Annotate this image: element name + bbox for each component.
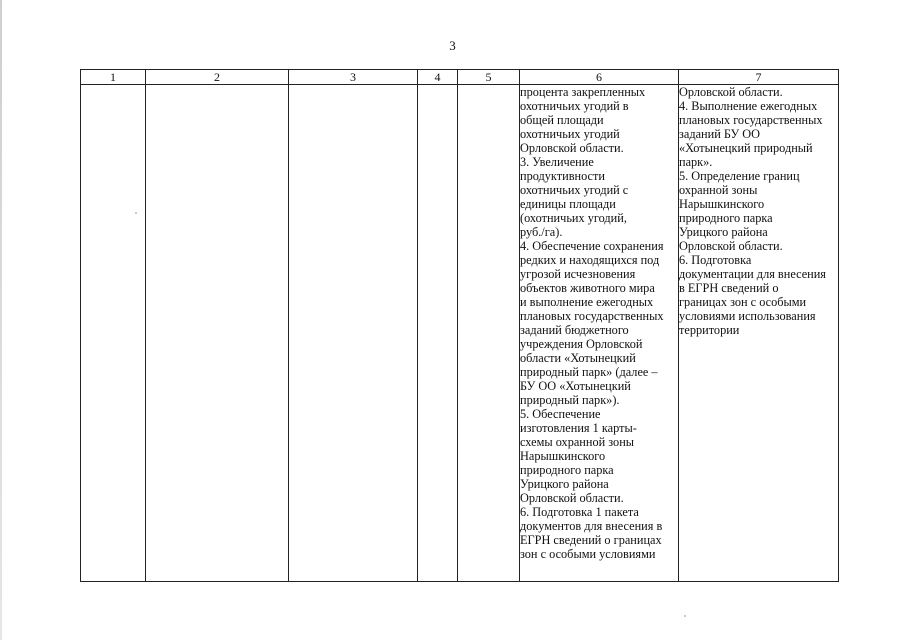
result-text-line: парк». [679,155,713,169]
indicator-text-line: схемы охранной зоны [520,435,635,449]
indicator-text-line: природного парка [520,463,614,477]
scan-speck [135,212,137,214]
indicator-text-line: Орловской области. [520,491,624,505]
indicator-text-line: 6. Подготовка 1 пакета [520,505,639,519]
indicator-text-line: охотничьих угодий в [520,99,629,113]
result-text-line: 4. Выполнение ежегодных [679,99,818,113]
column-header-3: 3 [289,70,418,85]
indicator-text-line: БУ ОО «Хотынецкий [520,379,631,393]
result-text-line: территории [679,323,740,337]
page-number: 3 [449,38,456,53]
result-text-line: Урицкого района [679,225,768,239]
result-text-line: 5. Определение границ [679,169,800,183]
indicator-text-line: процента закрепленных [520,85,646,99]
indicator-text-line: редких и находящихся под [520,253,660,267]
indicator-text-line: (охотничьих угодий, [520,211,627,225]
cell-col-3 [289,85,418,582]
result-text-line: в ЕГРН сведений о [679,281,779,295]
indicator-text-line: 4. Обеспечение сохранения [520,239,664,253]
indicator-text-line: природный парк» (далее – [520,365,658,379]
column-header-2: 2 [146,70,289,85]
indicator-text-line: Урицкого района [520,477,609,491]
result-text-line: границах зон с особыми [679,295,807,309]
column-header-6: 6 [520,70,679,85]
page-left-edge [0,0,2,640]
result-text-line: Нарышкинского [679,197,765,211]
indicator-text-line: ЕГРН сведений о границах [520,533,662,547]
result-text-line: плановых государственных [679,113,823,127]
indicator-text-line: изготовления 1 карты- [520,421,637,435]
indicator-text-line: учреждения Орловской [520,337,643,351]
indicator-text-line: угрозой исчезновения [520,267,636,281]
result-text-line: природного парка [679,211,773,225]
indicator-text-line: Орловской области. [520,141,624,155]
column-header-5: 5 [458,70,520,85]
column-header-4: 4 [418,70,458,85]
result-text-line: условиями использования [679,309,816,323]
indicator-text-line: 3. Увеличение [520,155,594,169]
indicator-text-line: 5. Обеспечение [520,407,601,421]
document-table [80,69,839,582]
cell-col-5 [458,85,520,582]
table-row [81,85,839,582]
indicator-text-line: охотничьих угодий [520,127,620,141]
indicator-text-line: документов для внесения в [520,519,663,533]
indicator-text-line: продуктивности [520,169,605,183]
indicator-text-line: зон с особыми условиями [520,547,656,561]
table-header-row [81,70,839,85]
result-text-line: «Хотынецкий природный [679,141,813,155]
cell-col-7-results [679,85,839,582]
result-text-line: заданий БУ ОО [679,127,761,141]
column-header-7: 7 [679,70,839,85]
indicator-text-line: единицы площади [520,197,616,211]
indicator-text-line: заданий бюджетного [520,323,629,337]
result-text-line: документации для внесения [679,267,826,281]
cell-col-6-indicators [520,85,679,582]
indicator-text-line: охотничьих угодий с [520,183,629,197]
indicator-text-line: общей площади [520,113,604,127]
cell-col-4 [418,85,458,582]
indicator-text-line: Нарышкинского [520,449,606,463]
indicator-text-line: природный парк»). [520,393,620,407]
indicator-text-line: объектов животного мира [520,281,655,295]
scan-speck [684,615,686,617]
cell-col-1 [81,85,146,582]
column-header-1: 1 [81,70,146,85]
result-text-line: охранной зоны [679,183,758,197]
indicator-text-line: и выполнение ежегодных [520,295,654,309]
result-text-line: 6. Подготовка [679,253,752,267]
result-text-line: Орловской области. [679,85,783,99]
cell-col-2 [146,85,289,582]
result-text-line: Орловской области. [679,239,783,253]
indicator-text-line: области «Хотынецкий [520,351,636,365]
indicator-text-line: плановых государственных [520,309,664,323]
indicator-text-line: руб./га). [520,225,563,239]
